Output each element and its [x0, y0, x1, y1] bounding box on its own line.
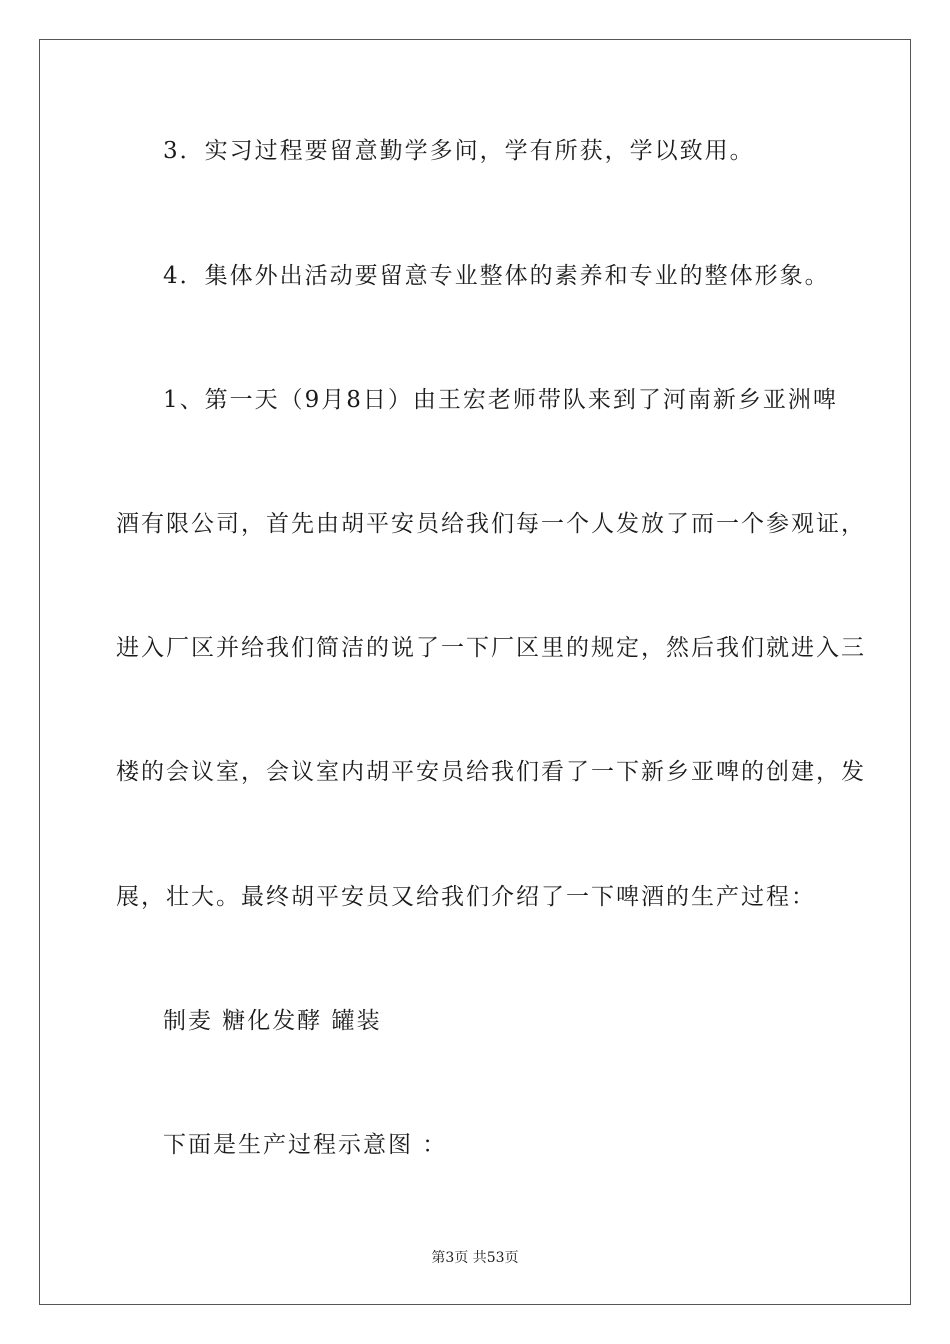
- paragraph-day1-line1: 1、第一天（9月8日）由王宏老师带队来到了河南新乡亚洲啤: [163, 387, 838, 413]
- page-border: [39, 39, 911, 1305]
- paragraph-rule-3: 3．实习过程要留意勤学多问，学有所获，学以致用。: [163, 138, 755, 164]
- paragraph-day1-line3: 进入厂区并给我们简洁的说了一下厂区里的规定，然后我们就进入三: [116, 635, 866, 661]
- process-steps: 制麦 糖化发酵 罐装: [163, 1008, 382, 1034]
- paragraph-day1-line2: 酒有限公司，首先由胡平安员给我们每一个人发放了而一个参观证，: [116, 511, 866, 537]
- paragraph-day1-line4: 楼的会议室，会议室内胡平安员给我们看了一下新乡亚啤的创建，发: [116, 759, 866, 785]
- paragraph-rule-4: 4．集体外出活动要留意专业整体的素养和专业的整体形象。: [163, 263, 830, 289]
- diagram-intro: 下面是生产过程示意图 ：: [163, 1132, 448, 1158]
- paragraph-day1-line5: 展，壮大。最终胡平安员又给我们介绍了一下啤酒的生产过程：: [116, 884, 816, 910]
- page-footer: 第3页 共53页: [431, 1250, 519, 1266]
